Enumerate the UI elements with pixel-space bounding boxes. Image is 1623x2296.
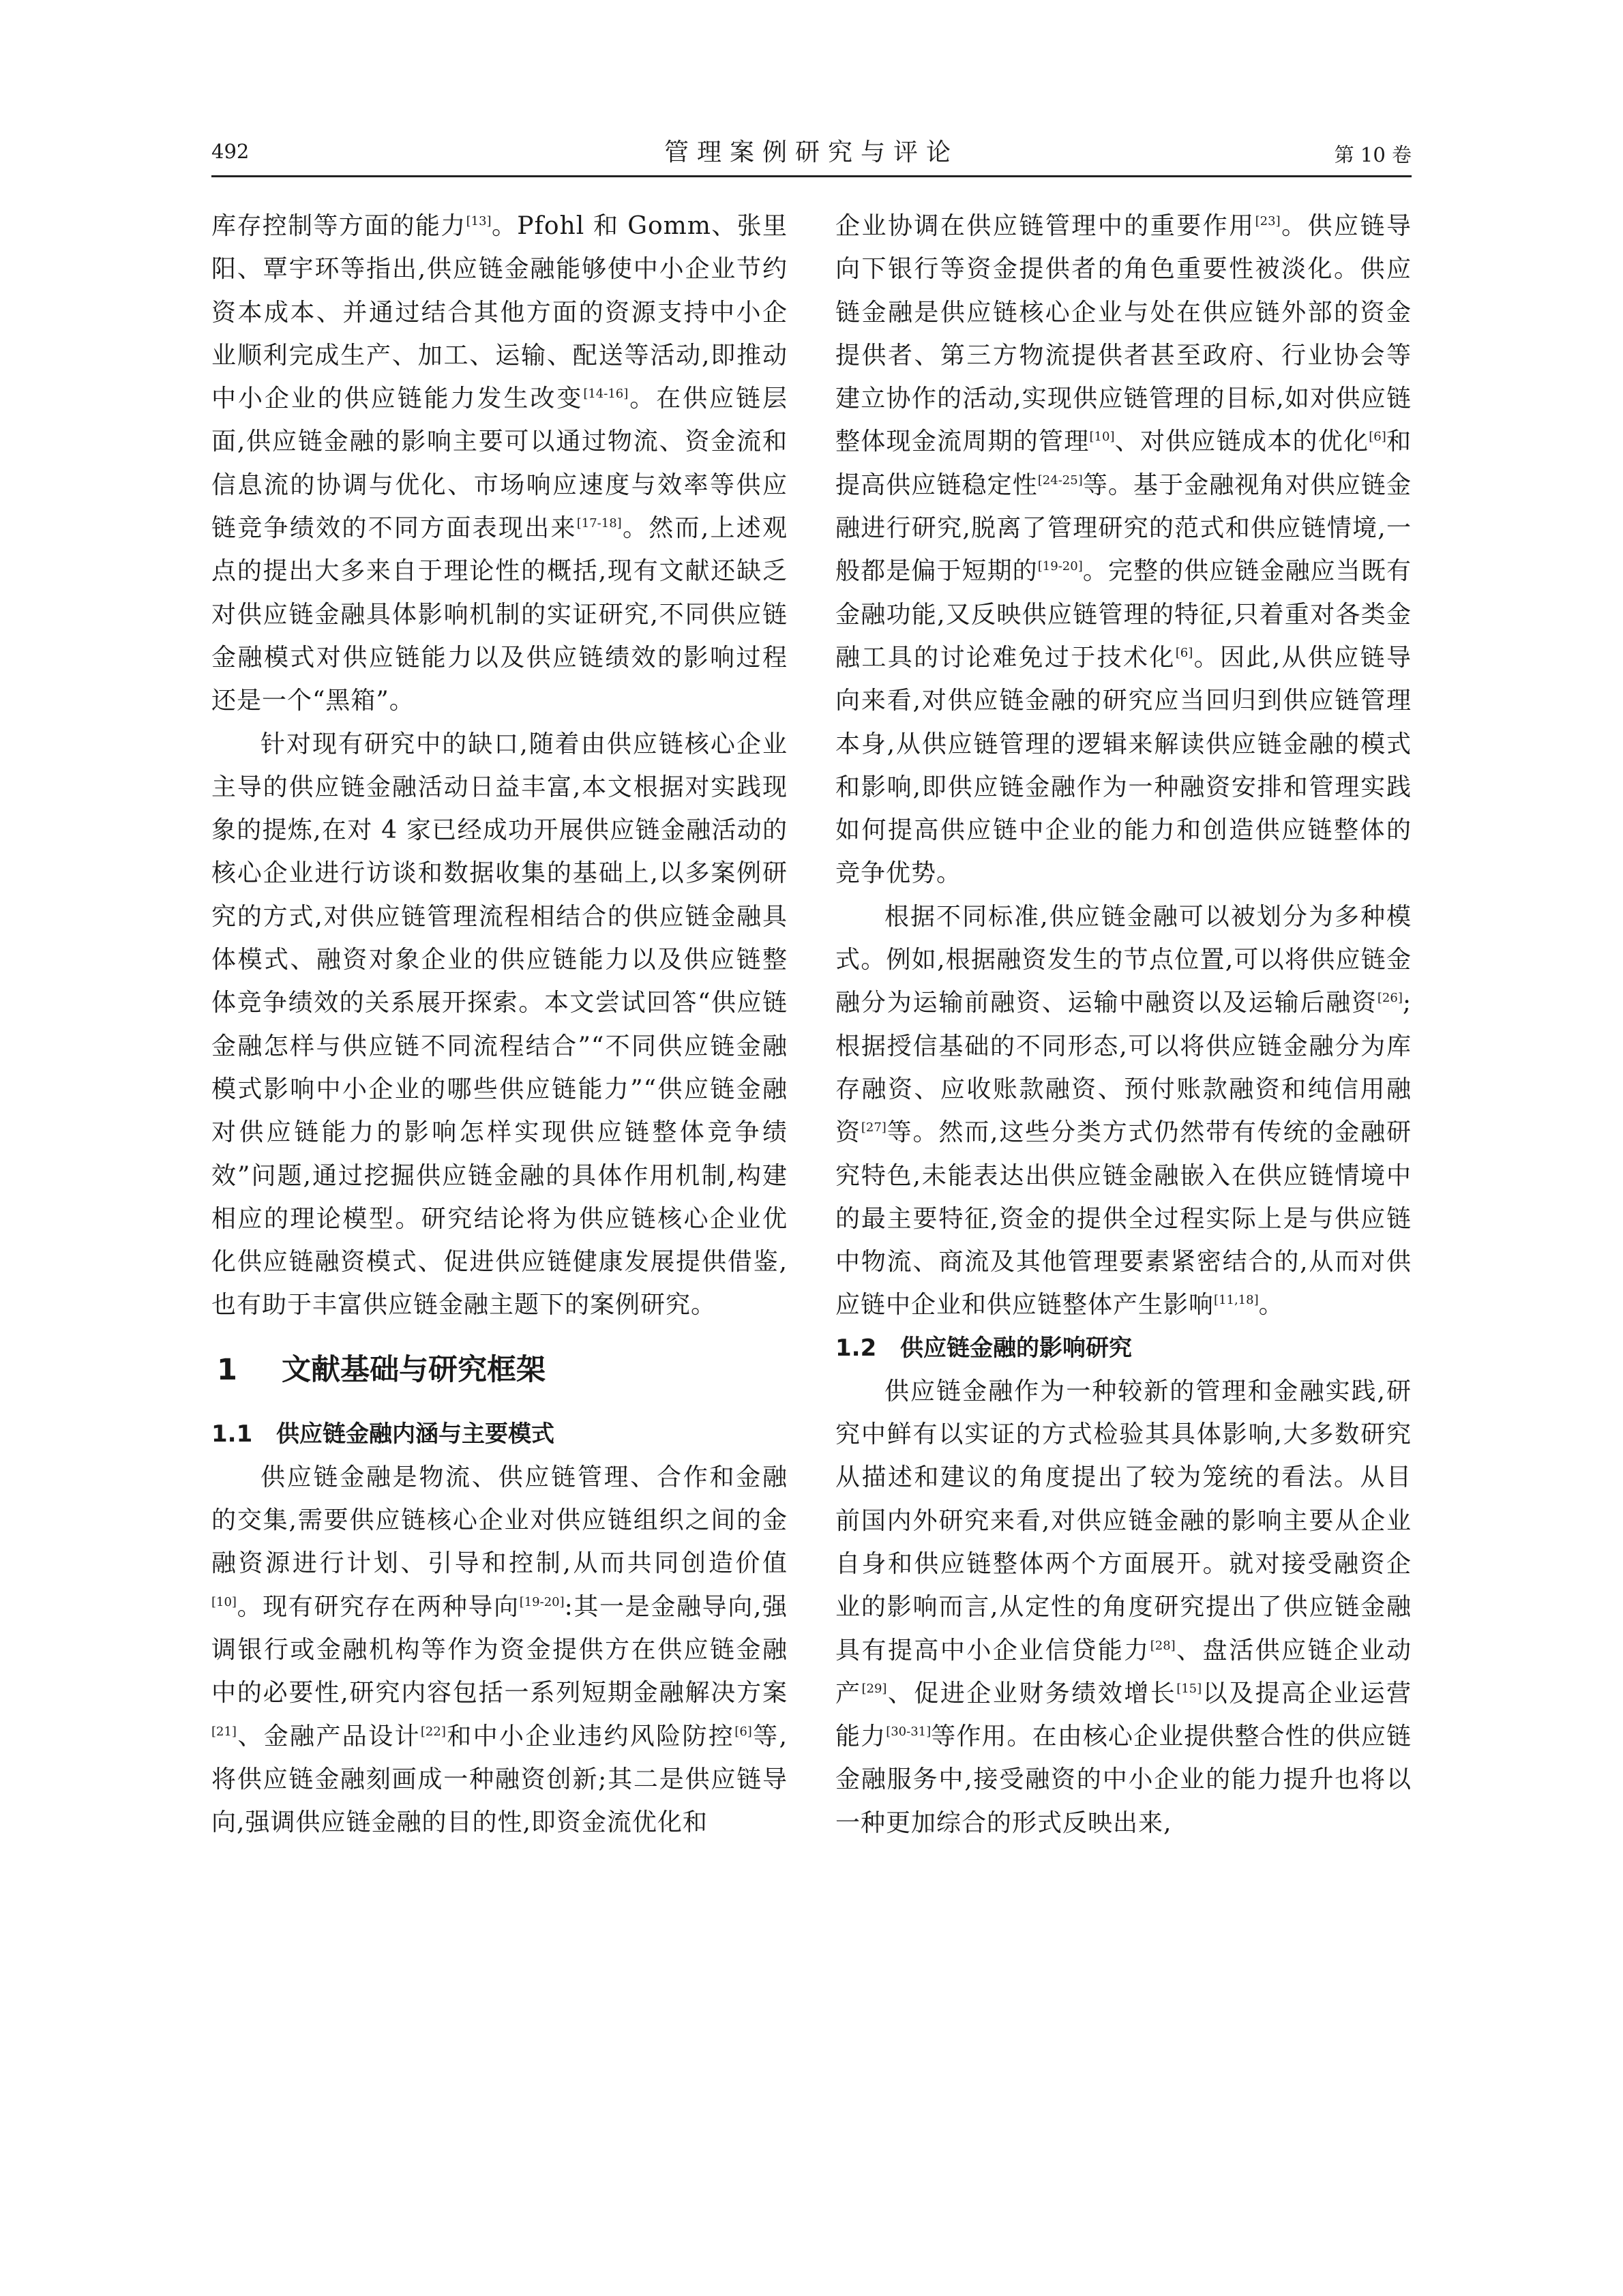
text-run: 。因此,从供应链导向来看,对供应链金融的研究应当回归到供应链管理本身,从供应链管理的逻辑来解读供应链金融的模式和影响,即供应链金融作为一种融资安排和管理实践如何提高供应链中企业的能力和创造供应链整体的竞争优势。 [835, 643, 1412, 888]
citation-ref: [21] [211, 1724, 237, 1739]
text-run: 库存控制等方面的能力 [211, 212, 466, 240]
section-heading [211, 1327, 788, 1413]
text-run: 根据不同标准,供应链金融可以被划分为多种模式。例如,根据融资发生的节点位置,可以将供应链金融分为运输前融资、运输中融资以及运输后融资 [835, 902, 1412, 1017]
text-run: 企业协调在供应链管理中的重要作用 [835, 212, 1255, 240]
body-paragraph [835, 1370, 1412, 1845]
right-column [835, 205, 1412, 1845]
text-run: ;根据授信基础的不同形态,可以将供应链金融分为库存融资、应收账款融资、预付账款融资和纯信用融资 [835, 989, 1412, 1147]
text-run: 、盘活供应链企业动产 [835, 1636, 1412, 1708]
body-paragraph [211, 723, 788, 1327]
citation-ref: [26] [1377, 991, 1403, 1006]
citation-ref: [29] [861, 1681, 887, 1696]
heading-title: 文献基础与研究框架 [282, 1352, 546, 1387]
text-run: 。供应链导向下银行等资金提供者的角色重要性被淡化。供应链金融是供应链核心企业与处在供应链外部的资金提供者、第三方物流提供者甚至政府、行业协会等建立协作的活动,实现供应链管理的目标,如对供应链整体现金流周期的管理 [835, 212, 1412, 456]
text-run: 供应链金融作为一种较新的管理和金融实践,研究中鲜有以实证的方式检验其具体影响,大多数研究从描述和建议的角度提出了较为笼统的看法。从目前国内外研究来看,对供应链金融的影响主要从企业自身和供应链整体两个方面展开。就对接受融资企业的影响而言,从定性的角度研究提出了供应链金融具有提高中小企业信贷能力 [835, 1377, 1412, 1665]
body-paragraph [835, 205, 1412, 895]
text-run: 、对供应链成本的优化 [1114, 428, 1369, 456]
text-run: 。现有研究存在两种导向 [236, 1592, 520, 1621]
text-run: 等。然而,这些分类方式仍然带有传统的金融研究特色,未能表达出供应链金融嵌入在供应链情境中的最主要特征,资金的提供全过程实际上是与供应链中物流、商流及其他管理要素紧密结合的,从而对供应链中企业和供应链整体产生影响 [835, 1118, 1412, 1320]
text-run: 。在供应链层面,供应链金融的影响主要可以通过物流、资金流和信息流的协调与优化、市场响应速度与效率等供应链竞争绩效的不同方面表现出来 [211, 385, 788, 543]
text-run: 和提高供应链稳定性 [835, 428, 1412, 499]
heading-number: 1 [217, 1352, 237, 1387]
text-run: 。 [1258, 1291, 1284, 1320]
citation-ref: [6] [1369, 430, 1386, 445]
citation-ref: [15] [1176, 1681, 1202, 1696]
heading-number: 1.1 [211, 1420, 253, 1448]
citation-ref: [23] [1255, 214, 1281, 228]
journal-title: 管理案例研究与评论 [664, 138, 959, 166]
citation-ref: [22] [420, 1724, 446, 1739]
heading-title: 供应链金融内涵与主要模式 [276, 1420, 554, 1448]
citation-ref: [14-16] [583, 387, 629, 402]
volume-label: 第 10 卷 [1334, 143, 1412, 166]
text-run: 等,将供应链金融刻画成一种融资创新;其二是供应链导向,强调供应链金融的目的性,即资金流优化和 [211, 1722, 788, 1837]
text-run: :其一是金融导向,强调银行或金融机构等作为资金提供方在供应链金融中的必要性,研究内容包括一系列短期金融解决方案 [211, 1592, 788, 1708]
citation-ref: [6] [734, 1724, 752, 1739]
citation-ref: [19-20] [1037, 559, 1083, 574]
text-run: 针对现有研究中的缺口,随着由供应链核心企业主导的供应链金融活动日益丰富,本文根据对实践现象的提炼,在对 4 家已经成功开展供应链金融活动的核心企业进行访谈和数据收集的基础上,以多案例研究的方式,对供应链管理流程相结合的供应链金融具体模式、融资对象企业的供应链能力以及供应链整体竞争绩效的关系展开探索。本文尝试回答“供应链金融怎样与供应链不同流程结合”“不同供应链金融模式影响中小企业的哪些供应链能力”“供应链金融对供应链能力的影响怎样实现供应链整体竞争绩效”问题,通过挖掘供应链金融的具体作用机制,构建相应的理论模型。研究结论将为供应链核心企业优化供应链融资模式、促进供应链健康发展提供借鉴,也有助于丰富供应链金融主题下的案例研究。 [211, 730, 788, 1320]
running-header [211, 133, 1412, 177]
left-column [211, 205, 788, 1844]
body-paragraph [211, 205, 788, 723]
citation-ref: [13] [466, 214, 492, 228]
citation-ref: [11,18] [1214, 1293, 1259, 1308]
body-paragraph [835, 895, 1412, 1327]
page-number: 492 [211, 140, 250, 163]
text-run: 等。基于金融视角对供应链金融进行研究,脱离了管理研究的范式和供应链情境,一般都是偏于短期的 [835, 471, 1412, 586]
text-run: 、促进企业财务绩效增长 [887, 1679, 1177, 1708]
text-run: 。Pfohl 和 Gomm、张里阳、覃宇环等指出,供应链金融能够使中小企业节约资本成本、并通过结合其他方面的资源支持中小企业顺利完成生产、加工、运输、配送等活动,即推动中小企业的供应链能力发生改变 [211, 212, 788, 413]
citation-ref: [6] [1175, 645, 1193, 660]
citation-ref: [10] [211, 1594, 237, 1609]
text-run: 等作用。在由核心企业提供整合性的供应链金融服务中,接受融资的中小企业的能力提升也将以一种更加综合的形式反映出来, [835, 1723, 1412, 1837]
text-run: 。完整的供应链金融应当既有金融功能,又反映供应链管理的特征,只着重对各类金融工具的讨论难免过于技术化 [835, 557, 1412, 672]
citation-ref: [30-31] [886, 1725, 932, 1740]
citation-ref: [19-20] [519, 1594, 565, 1609]
subsection-heading [211, 1413, 788, 1456]
body-paragraph [211, 1456, 788, 1845]
text-run: 。然而,上述观点的提出大多来自于理论性的概括,现有文献还缺乏对供应链金融具体影响机制的实证研究,不同供应链金融模式对供应链能力以及供应链绩效的影响过程还是一个“黑箱”。 [211, 514, 788, 715]
heading-title: 供应链金融的影响研究 [900, 1334, 1132, 1362]
citation-ref: [10] [1089, 430, 1115, 445]
text-run: 供应链金融是物流、供应链管理、合作和金融的交集,需要供应链核心企业对供应链组织之间的金融资源进行计划、引导和控制,从而共同创造价值 [211, 1463, 788, 1578]
text-run: 、金融产品设计 [236, 1722, 421, 1750]
text-run: 和中小企业违约风险防控 [445, 1722, 735, 1750]
citation-ref: [28] [1150, 1638, 1176, 1653]
subsection-heading [835, 1327, 1412, 1370]
citation-ref: [24-25] [1037, 473, 1083, 488]
heading-number: 1.2 [835, 1334, 877, 1362]
citation-ref: [17-18] [576, 516, 622, 531]
citation-ref: [27] [861, 1120, 887, 1135]
text-run: 以及提高企业运营能力 [835, 1679, 1412, 1751]
